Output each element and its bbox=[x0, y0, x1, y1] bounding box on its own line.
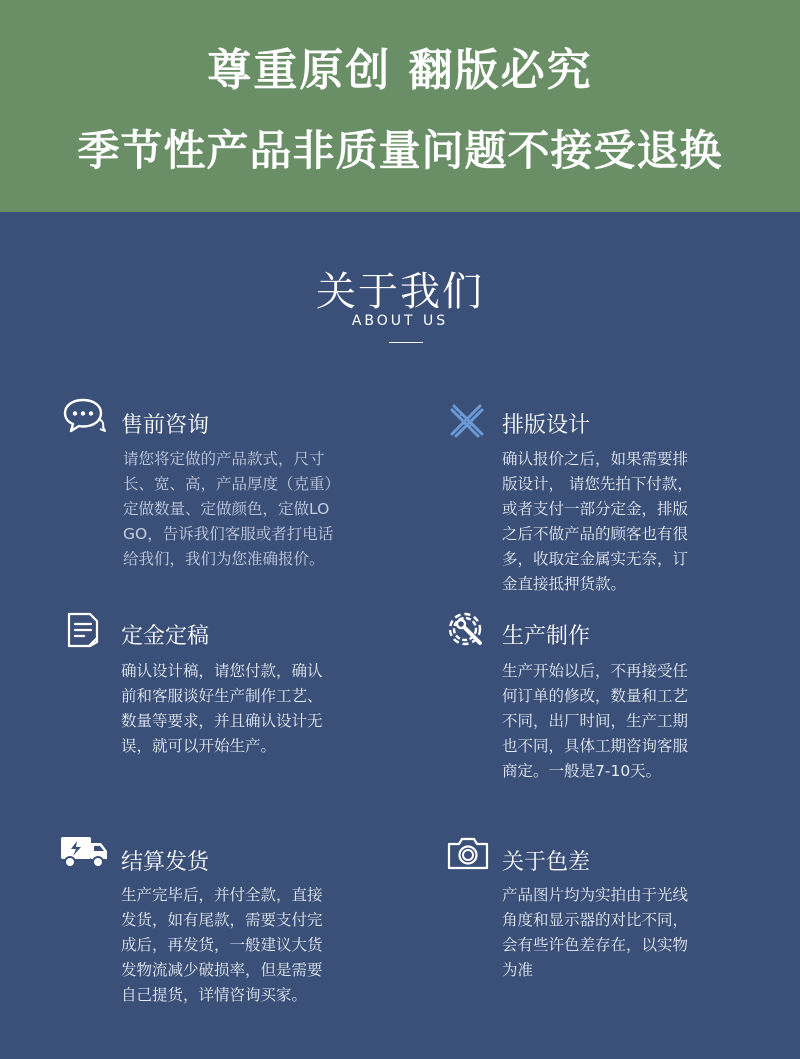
banner-return-policy-text: 季节性产品非质量问题不接受退换 bbox=[77, 126, 723, 175]
section-heading: 定金定稿 bbox=[121, 624, 210, 649]
description-line: 生产完毕后，并付全款，直接 bbox=[121, 886, 323, 904]
description-line: 版设计， 请您先拍下付款， bbox=[502, 475, 693, 493]
description-line: 数量等要求，并且确认设计无 bbox=[121, 712, 323, 730]
description-line: 为准 bbox=[502, 961, 534, 979]
description-line: 产品图片均为实拍由于光线 bbox=[502, 886, 689, 904]
section-heading: 排版设计 bbox=[502, 413, 591, 438]
section-description bbox=[502, 447, 693, 597]
description-line: 也不同，具体工期咨询客服 bbox=[502, 737, 689, 755]
section-description bbox=[502, 883, 688, 983]
section-description bbox=[121, 659, 323, 759]
description-line: 角度和显示器的对比不同， bbox=[502, 911, 689, 929]
description-line: 定做数量、定做颜色，定做LO bbox=[123, 500, 330, 518]
description-line: 前和客服谈好生产制作工艺、 bbox=[121, 687, 323, 705]
description-line: 多，收取定金属实无奈，订 bbox=[502, 550, 689, 568]
pencil-ruler-icon bbox=[448, 402, 486, 444]
top-banner bbox=[0, 0, 800, 212]
section-heading: 生产制作 bbox=[502, 624, 591, 649]
section-heading: 售前咨询 bbox=[121, 413, 210, 438]
description-line: 之后不做产品的顾客也有很 bbox=[502, 525, 689, 543]
description-line: 发货，如有尾款，需要支付完 bbox=[121, 911, 323, 929]
description-line: 确认报价之后，如果需要排 bbox=[502, 450, 689, 468]
description-line: 给我们，我们为您准确报价。 bbox=[123, 550, 325, 568]
description-line: GO，告诉我们客服或者打电话 bbox=[123, 525, 334, 543]
section-heading: 关于色差 bbox=[502, 850, 591, 875]
document-icon bbox=[66, 612, 100, 652]
section-description bbox=[502, 659, 688, 784]
description-line: 会有些许色差存在，以实物 bbox=[502, 936, 689, 954]
description-line: 商定。一般是7-10天。 bbox=[502, 762, 662, 780]
camera-icon bbox=[447, 836, 489, 874]
description-line: 请您将定做的产品款式，尺寸 bbox=[123, 450, 325, 468]
section-description bbox=[121, 883, 323, 1008]
description-line: 生产开始以后，不再接受任 bbox=[502, 662, 689, 680]
section-description bbox=[123, 447, 340, 572]
description-line: 何订单的修改，数量和工艺 bbox=[502, 687, 689, 705]
description-line: 长、宽、高，产品厚度（克重） bbox=[123, 475, 341, 493]
banner-copyright-text: 尊重原创 翻版必究 bbox=[207, 45, 593, 96]
section-subtitle: ABOUT US bbox=[351, 313, 449, 329]
description-line: 不同，出厂时间，生产工期 bbox=[502, 712, 689, 730]
gear-wrench-icon bbox=[447, 610, 487, 654]
about-us-panel bbox=[0, 212, 800, 1059]
description-line: 发物流减少破损率，但是需要 bbox=[121, 961, 323, 979]
description-line: 确认设计稿，请您付款，确认 bbox=[121, 662, 323, 680]
section-heading: 结算发货 bbox=[121, 850, 210, 875]
section-title: 关于我们 bbox=[316, 269, 484, 315]
description-line: 自己提货，详情咨询买家。 bbox=[121, 986, 308, 1004]
description-line: 或者支付一部分定金，排版 bbox=[502, 500, 689, 518]
description-line: 成后，再发货，一般建议大货 bbox=[121, 936, 323, 954]
title-divider bbox=[389, 342, 423, 343]
description-line: 金直接抵押货款。 bbox=[502, 575, 627, 593]
truck-icon bbox=[60, 835, 108, 873]
chat-bubble-icon bbox=[62, 397, 106, 439]
description-line: 误，就可以开始生产。 bbox=[121, 737, 277, 755]
